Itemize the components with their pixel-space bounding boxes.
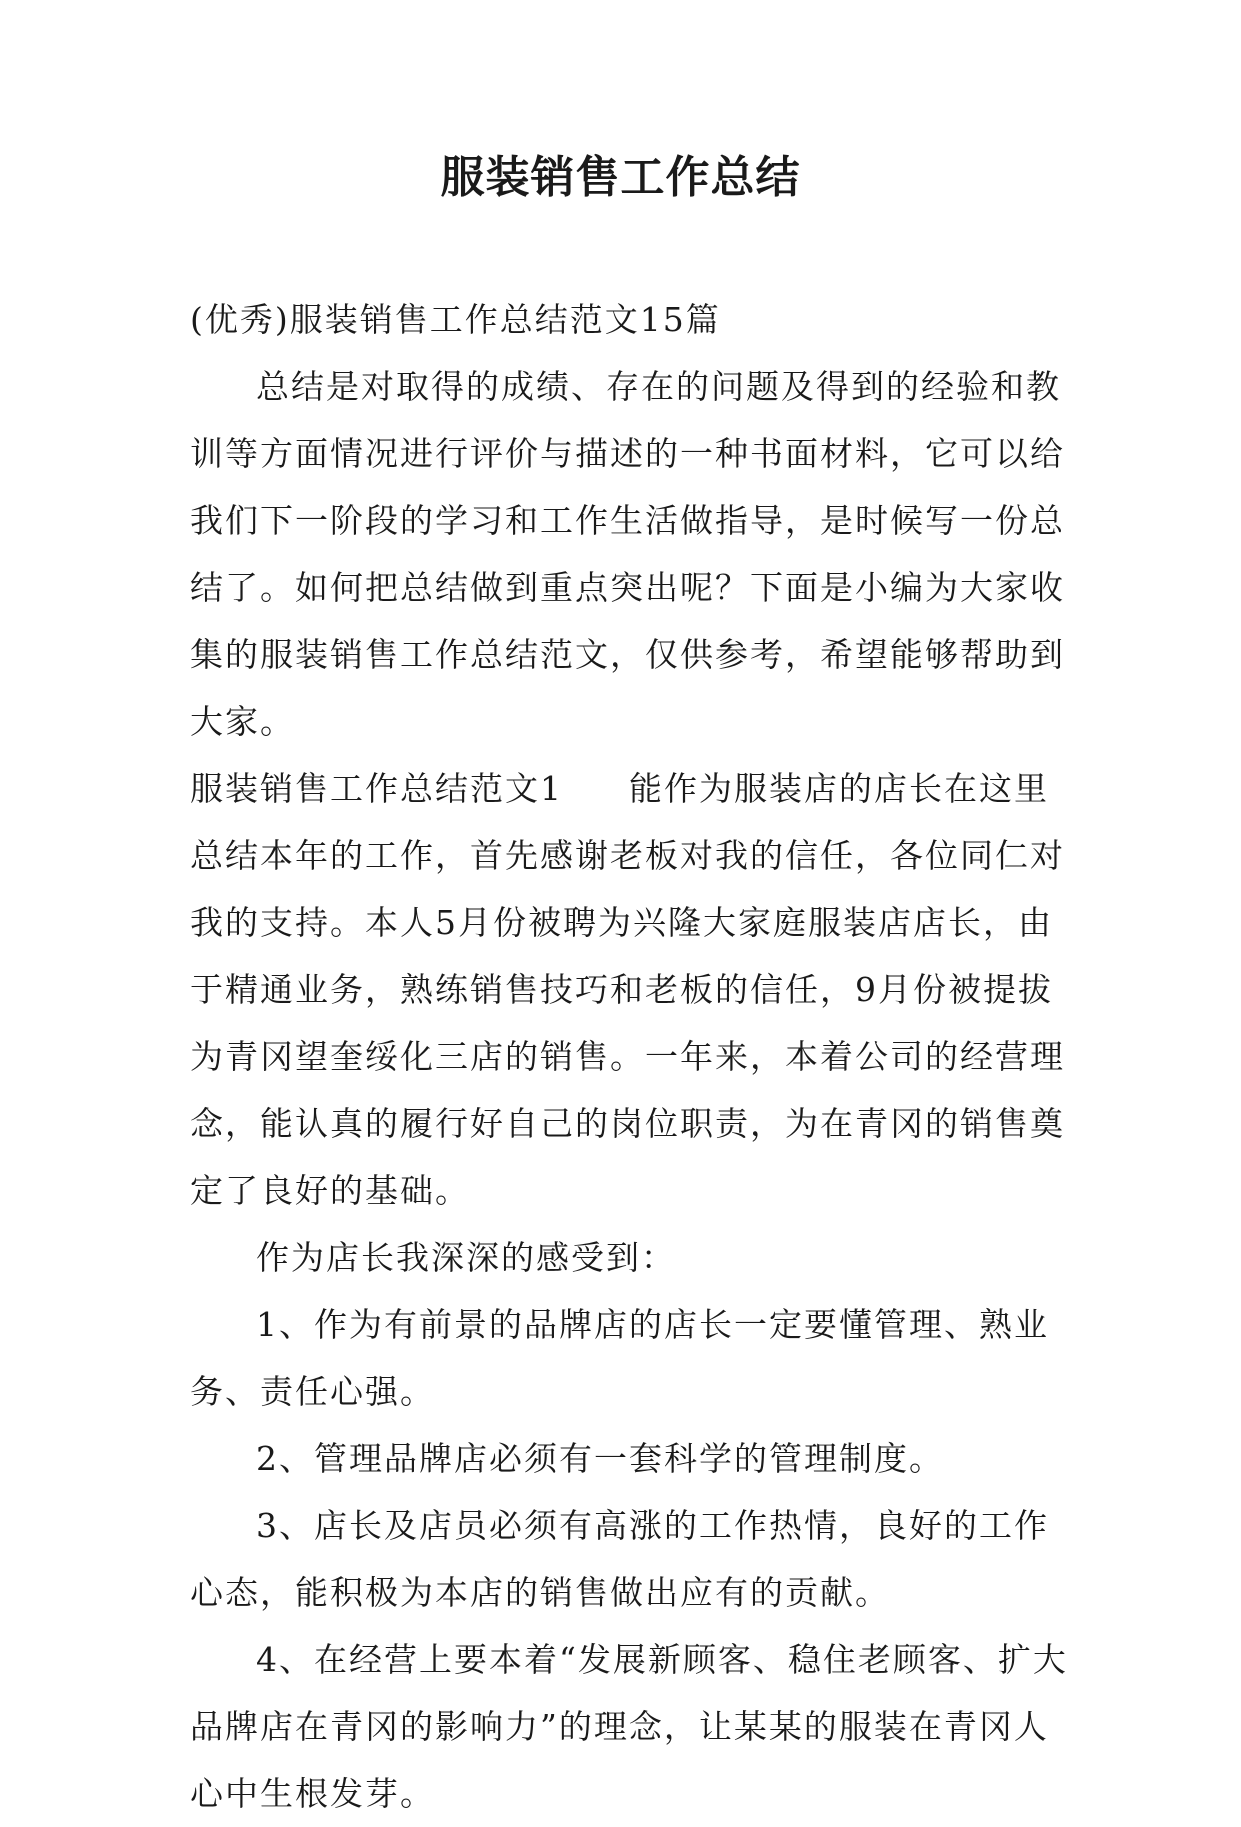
list-item: 3、店长及店员必须有高涨的工作热情，良好的工作心态，能积极为本店的销售做出应有的贡献。 [190,1506,1049,1612]
list-item: 4、在经营上要本着“发展新顾客、稳住老顾客、扩大品牌店在青冈的影响力”的理念，让某某的服装在青冈人心中生根发芽。 [190,1640,1068,1813]
section-paragraph [190,755,1070,1224]
document-body [190,286,1070,1827]
section-heading: 服装销售工作总结范文1 [190,769,563,808]
feeling-lead: 作为店长我深深的感受到： [256,1238,676,1277]
document-title: 服装销售工作总结 [440,152,801,203]
list-item: 1、作为有前景的品牌店的店长一定要懂管理、熟业务、责任心强。 [190,1305,1049,1411]
list-item: 2、管理品牌店必须有一套科学的管理制度。 [256,1439,944,1478]
section-intro: 能作为服装店的店长在这里总结本年的工作，首先感谢老板对我的信任，各位同仁对我的支持。本人5月份被聘为兴隆大家庭服装店店长，由于精通业务，熟练销售技巧和老板的信任，9月份被提拔为青冈望奎绥化三店的销售。一年来，本着公司的经营理念，能认真的履行好自己的岗位职责，为在青冈的销售奠定了良好的基础。 [190,769,1065,1210]
subtitle-line: (优秀)服装销售工作总结范文15篇 [190,300,721,339]
intro-paragraph: 总结是对取得的成绩、存在的问题及得到的经验和教训等方面情况进行评价与描述的一种书面材料，它可以给我们下一阶段的学习和工作生活做指导，是时候写一份总结了。如何把总结做到重点突出呢？下面是小编为大家收集的服装销售工作总结范文，仅供参考，希望能够帮助到大家。 [190,367,1065,741]
